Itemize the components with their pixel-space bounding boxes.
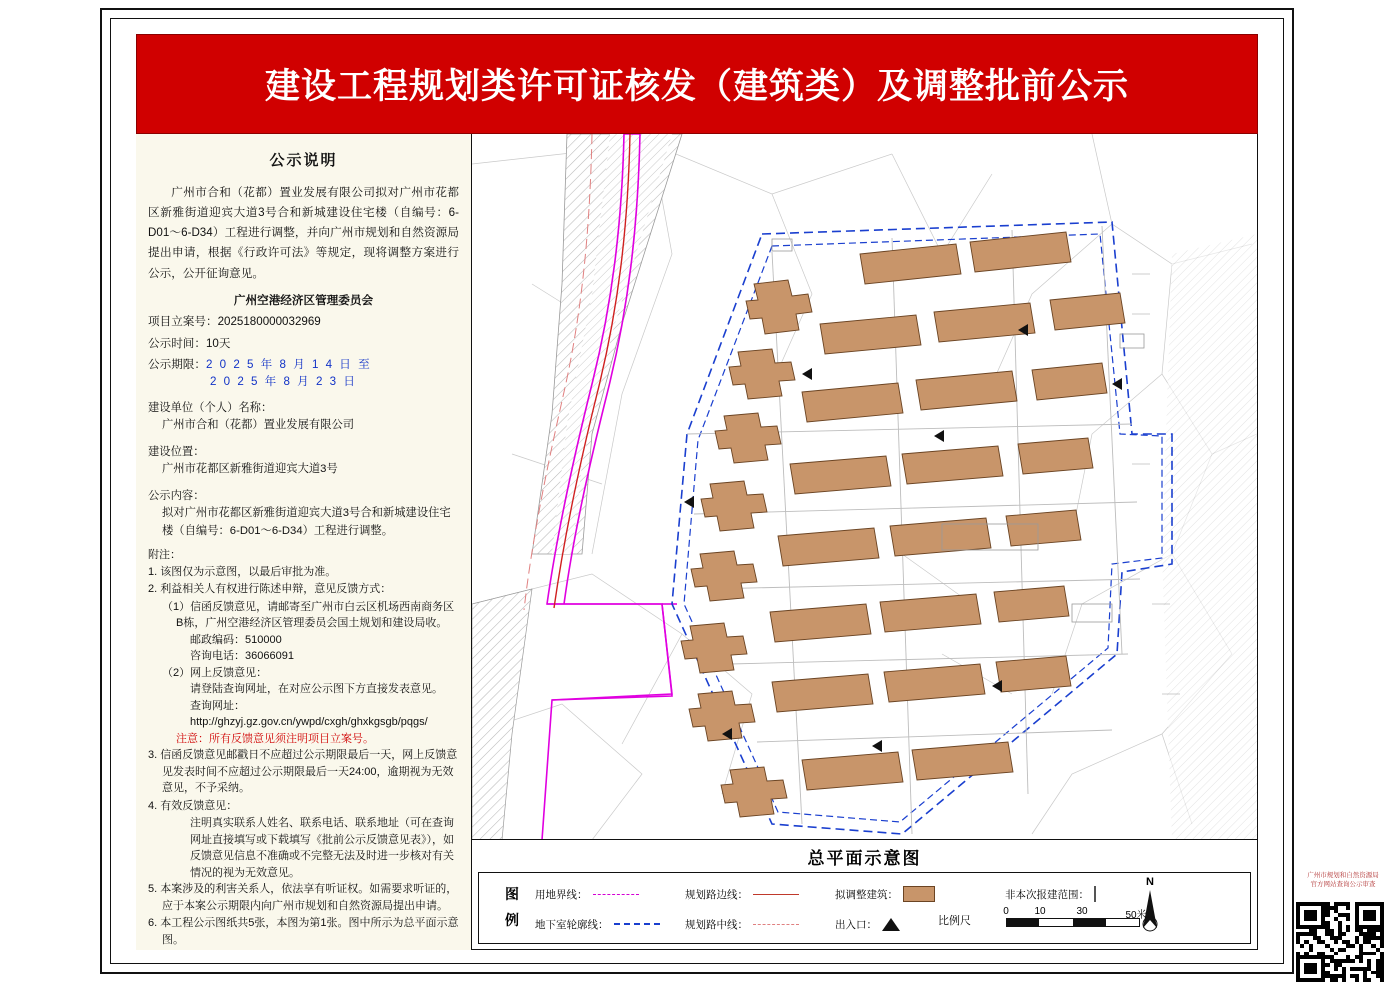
legend-label-1: 图 [505,886,519,902]
publicity-duration: 公示时间：10天 [148,336,231,350]
location-value: 广州市花都区新雅街道迎宾大道3号 [162,463,338,476]
publicity-period-row [148,356,459,373]
legend-text-entrance: 出入口： [835,918,877,931]
scale-label: 比例尺 [938,915,971,927]
note-2-1: （1）信函反馈意见，请邮寄至广州市白云区机场西南商务区B栋，广州空港经济区管理委员会国土规划和建设局收。 [162,600,455,630]
legend-text-basement-outline: 地下室轮廓线： [535,918,609,931]
note-url-label: 查询网址： [190,699,245,712]
content-label: 公示内容： [148,489,205,502]
scale-track [1006,918,1140,927]
legend-item-proposed-building [835,886,1005,902]
legend-text-road-centerline: 规划路中线： [685,918,748,931]
query-url[interactable]: http://ghzyj.gz.gov.cn/ywpd/cxgh/ghxkgsgb/pqgs/ [190,716,428,729]
legend-item-land-boundary [535,887,685,902]
scale-tick-50: 50米 [1125,910,1147,921]
builder-label: 建设单位（个人）名称： [148,401,273,414]
note-phone: 咨询电话：36066091 [190,650,294,663]
note-online-desc: 请登陆查询网址，在对应公示图下方直接发表意见。 [190,683,443,696]
legend-item-road-edge [685,887,835,902]
scale-ticks [1000,906,1160,921]
proposed-building-swatch-icon [903,886,935,902]
builder-section [148,400,459,435]
scale-tick-10: 10 [1034,906,1046,917]
road-centerline-swatch-icon [753,924,799,925]
land-boundary-swatch-icon [593,894,639,895]
note-1: 1. 该图仅为示意图，以最后审批为准。 [148,565,337,578]
stamp-line-1: 广州市规划和自然资源局 [1307,872,1379,879]
out-of-scope-swatch-icon [1094,886,1096,902]
legend-label-2: 例 [505,912,519,928]
site-plan-svg [472,134,1257,840]
legend-item-road-centerline [685,917,835,932]
notice-body: 广州市合和（花都）置业发展有限公司拟对广州市花都区新雅街道迎宾大道3号合和新城建设住宅楼（自编号：6-D01～6-D34）工程进行调整，并向广州市规划和自然资源局提出申请，根据《行政许可法》等规定，现将调整方案进行公示，公开征询意见。 [148,185,459,280]
note-postcode: 邮政编码：510000 [190,633,282,646]
qr-grid [1296,902,1384,982]
legend-item-entrance [835,917,1005,932]
legend-item-basement-outline [535,917,685,932]
map-caption: 总平面示意图 [807,848,922,868]
legend-text-proposed-building: 拟调整建筑： [835,888,898,901]
page-title: 建设工程规划类许可证核发（建筑类）及调整批前公示 [264,67,1129,107]
location-section [148,444,459,479]
scale-bar [938,906,1180,936]
site-plan-map[interactable] [472,134,1257,840]
legend-text-land-boundary: 用地界线： [535,888,588,901]
content-value: 拟对广州市花都区新雅街道迎宾大道3号合和新城建设住宅楼（自编号：6-D01～6-D34）工程进行调整。 [162,507,451,537]
stamp-line-2: 官方网站查询公示审查 [1310,880,1376,888]
publicity-period-start: 2 0 2 5 年 8 月 1 4 日 至 [205,358,372,372]
note-4: 4. 有效反馈意见： [148,799,238,812]
basement-outline-swatch-icon [614,923,660,925]
legend-text-road-edge: 规划路边线： [685,888,748,901]
note-2-2: （2）网上反馈意见： [162,666,268,679]
notice-signer: 广州空港经济区管理委员会 [233,293,374,307]
note-warning: 注意：所有反馈意见须注明项目立案号。 [176,732,374,745]
title-banner [136,34,1258,134]
case-number: 项目立案号：2025180000032969 [148,315,321,329]
note-5: 5. 本案涉及的利害关系人，依法享有听证权。如需要求听证的，应于本案公示期限内向广州市规划和自然资源局提出申请。 [148,883,458,912]
note-3: 3. 信函反馈意见邮戳日不应超过公示期限最后一天，网上反馈意见发表时间不应超过公示期限最后一天24:00，逾期视为无效意见，不予采纳。 [148,749,458,795]
scale-tick-30: 30 [1076,906,1088,917]
publicity-period-label: 公示期限： [148,358,206,372]
notes-label: 附注： [148,549,181,562]
authority-stamp [1294,872,1392,902]
notes-section [148,547,459,948]
content-section [148,488,459,541]
note-6: 6. 本工程公示图纸共5张，本图为第1张。图中所示为总平面示意图。 [148,917,459,946]
legend-text-out-of-scope: 非本次报建范围： [1005,888,1089,901]
note-2: 2. 利益相关人有权进行陈述申辩，意见反馈方式： [148,583,392,596]
builder-value: 广州市合和（花都）置业发展有限公司 [162,419,355,432]
publicity-period-end: 2 0 2 5 年 8 月 2 3 日 [210,375,357,389]
note-4-detail: 注明真实联系人姓名、联系电话、联系地址（可在查询网址直接填写或下载填写《批前公示反馈意见表》），如反馈意见信息不准确或不完整无法及时进一步核对有关情况的视为无效意见。 [190,817,454,879]
notice-panel [136,134,472,950]
entrance-swatch-icon [882,918,900,931]
qr-code[interactable] [1296,902,1384,982]
road-edge-swatch-icon [753,894,799,895]
legend-item-out-of-scope [1005,886,1095,902]
north-letter: N [1146,876,1154,888]
scale-tick-0: 0 [1003,906,1009,917]
location-label: 建设位置： [148,445,205,458]
notice-heading: 公示说明 [269,152,338,169]
